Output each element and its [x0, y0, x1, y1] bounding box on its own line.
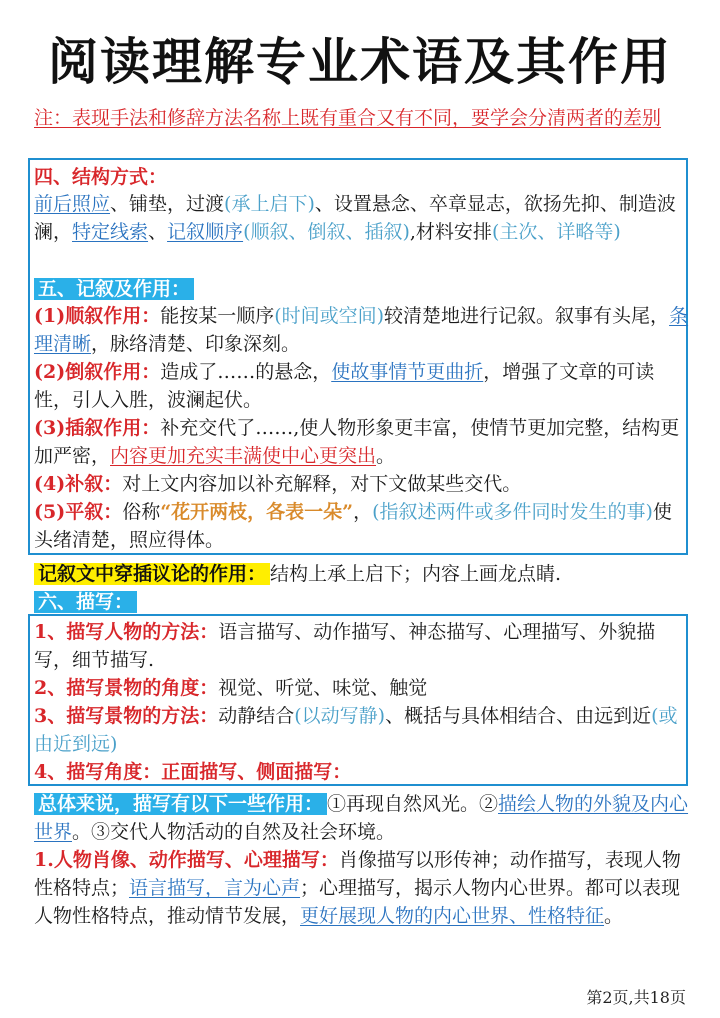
term-shunxu: 记叙顺序 — [167, 221, 244, 243]
overall-b: 描绘人物的外貌及内心世界 — [34, 793, 689, 843]
text-s6-i3a: 动静结合 — [218, 705, 295, 727]
term-xiansuo: 特定线索 — [72, 221, 149, 243]
text-s6-i2a: 视觉、听觉、味觉、触觉 — [218, 677, 428, 699]
text-i5a: 俗称 — [122, 501, 161, 523]
label-renwu-method: 1、描写人物的方法： — [34, 621, 219, 643]
section5-item-5 — [34, 498, 690, 554]
section6-item-1 — [34, 618, 690, 674]
overall-paragraph — [34, 790, 690, 846]
text-s6-i3c: 、概括与具体相结合、由远到近 — [385, 705, 652, 727]
page-title: 阅读理解专业术语及其作用 — [48, 33, 672, 91]
overall-label: 总体来说，描写有以下一些作用： — [34, 793, 327, 815]
note: 注：表现手法和修辞方法名称上既有重合又有不同，要学会分清两者的差别 — [34, 107, 662, 129]
text-i5b: “花开两枝，各表一朵” — [160, 501, 354, 523]
text-s4-6: 、 — [148, 221, 168, 243]
text-i1d: 条理清晰 — [34, 305, 689, 355]
text-s4-4: 、设置悬念、卒章显志，欲扬先抑、制造波澜， — [34, 193, 676, 243]
text-s4-8: (顺叙、倒叙、插叙) — [243, 221, 410, 243]
text-s4-3: (承上启下) — [224, 193, 315, 215]
label-pingxu: (5)平叙： — [34, 501, 123, 523]
text-s4-10: (主次、详略等) — [491, 221, 621, 243]
section5-heading-text: 五、记叙及作用： — [34, 278, 194, 300]
section5-item-1 — [34, 302, 690, 358]
portrait-paragraph — [34, 846, 690, 930]
page-number: 第2页,共18页 — [586, 988, 686, 1007]
portrait-e: 。 — [604, 905, 624, 927]
section6-item-2 — [34, 674, 690, 702]
text-s4-9: ,材料安排 — [409, 221, 492, 243]
text-i1a: 能按某一顺序 — [160, 305, 275, 327]
portrait-b: 语言描写，言为心声 — [129, 877, 301, 899]
label-jingwu-method: 3、描写景物的方法： — [34, 705, 219, 727]
section4-heading — [34, 163, 690, 191]
portrait-d: 更好展现人物的内心世界、性格特征 — [300, 905, 605, 927]
text-i4a: 对上文内容加以补充解释，对下文做某些交代。 — [122, 473, 522, 495]
section5-heading — [34, 275, 690, 303]
text-s6-i3b: (以动写静) — [294, 705, 386, 727]
label-jingwu-angle: 2、描写景物的角度： — [34, 677, 219, 699]
overall-a: ①再现自然风光。② — [327, 793, 499, 815]
section6-heading-text: 六、描写： — [34, 591, 137, 613]
text-i1b: (时间或空间) — [274, 305, 385, 327]
text-i3a: 补充交代了……,使人物形象更丰富，使情节更加完整，结构更加严密， — [34, 417, 680, 467]
text-i5c: ， — [353, 501, 373, 523]
text-i3c: 。 — [376, 445, 396, 467]
section4-heading-text: 四、结构方式： — [34, 166, 168, 188]
text-i5e: 使头绪清楚，照应得体。 — [34, 501, 672, 551]
section5-item-3 — [34, 414, 690, 470]
text-s6-i3d: (或由近到远) — [34, 705, 678, 755]
section6-item-3 — [34, 702, 690, 758]
text-i5d: (指叙述两件或多件同时发生的事) — [372, 501, 653, 523]
section5-item-4 — [34, 470, 690, 498]
text-s4-2: 、铺垫，过渡 — [110, 193, 225, 215]
text-i2a: 造成了……的悬念， — [160, 361, 332, 383]
portrait-label: 1.人物肖像、动作描写、心理描写： — [34, 849, 339, 871]
text-i1c: 较清楚地进行记叙。叙事有头尾， — [384, 305, 670, 327]
text-i2b: 使故事情节更曲折 — [331, 361, 484, 383]
overall-c: 。③交代人物活动的自然及社会环境。 — [72, 821, 396, 843]
section5-item-2 — [34, 358, 690, 414]
yilun-text: 结构上承上启下；内容上画龙点睛. — [270, 563, 562, 585]
label-buxu: (4)补叙： — [34, 473, 123, 495]
yilun-line — [34, 560, 690, 588]
text-s6-i1a: 语言描写、动作描写、神态描写、心理描写、外貌描写，细节描写. — [34, 621, 656, 671]
portrait-c: ；心理描写，揭示人物内心世界。都可以表现人物性格特点，推动情节发展， — [34, 877, 681, 927]
section6-heading — [34, 588, 690, 616]
text-i3b: 内容更加充实丰满使中心更突出 — [110, 445, 377, 467]
portrait-a: 肖像描写以形传神；动作描写，表现人物性格特点； — [34, 849, 681, 899]
label-angle: 4、描写角度：正面描写、侧面描写： — [34, 761, 352, 783]
text-i1e: ，脉络清楚、印象深刻。 — [91, 333, 301, 355]
label-daoxu: (2)倒叙作用： — [34, 361, 161, 383]
text-i2c: ，增强了文章的可读性，引人入胜，波澜起伏。 — [34, 361, 655, 411]
section4-content — [34, 190, 690, 246]
label-chaxu: (3)插叙作用： — [34, 417, 161, 439]
label-shunxu: (1)顺叙作用： — [34, 305, 161, 327]
yilun-label: 记叙文中穿插议论的作用： — [34, 563, 270, 585]
section6-item-4 — [34, 758, 690, 786]
term-qianhou: 前后照应 — [34, 193, 111, 215]
